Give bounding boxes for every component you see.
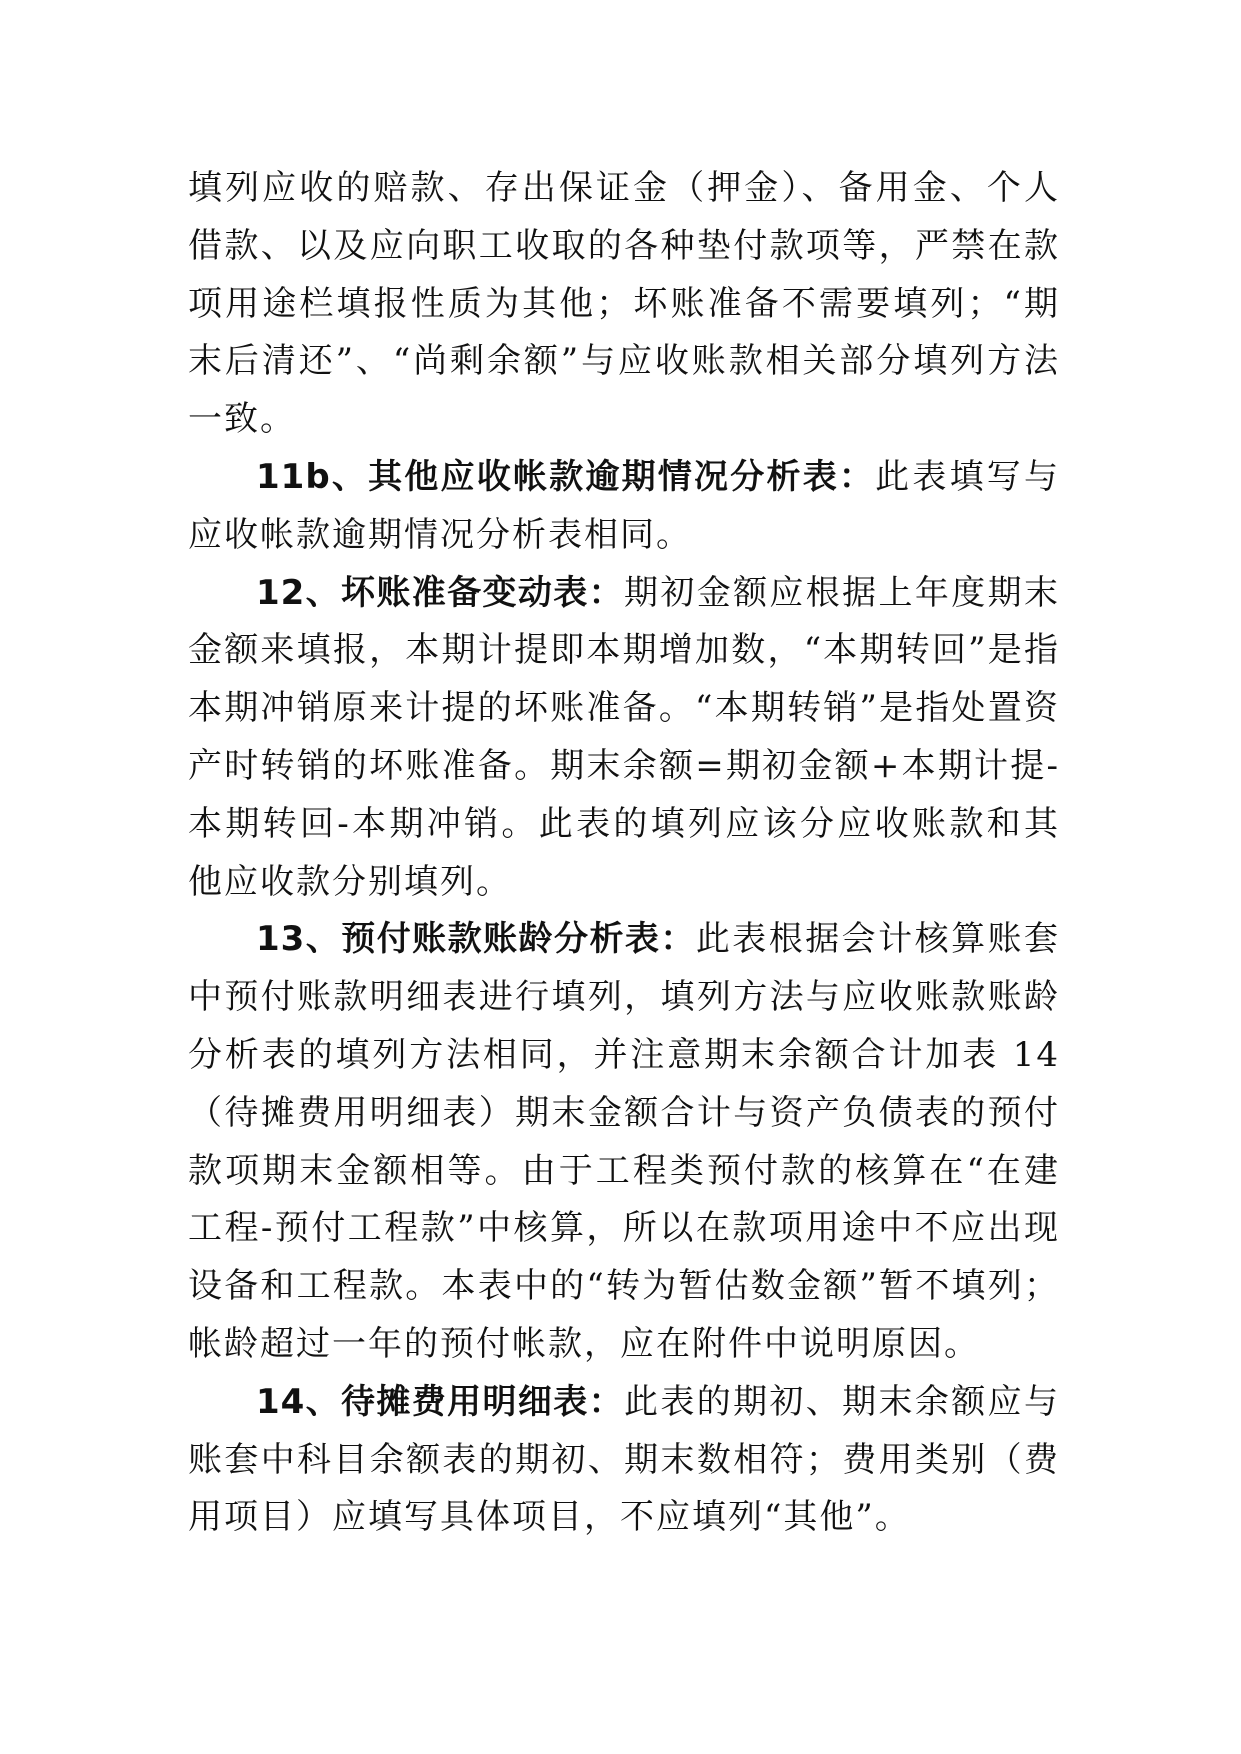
paragraph-11b: [188, 449, 1060, 565]
paragraph-heading: 13、预付账款账龄分析表：: [256, 919, 696, 960]
paragraph-12: [188, 565, 1060, 912]
paragraph-heading: 12、坏账准备变动表：: [256, 572, 624, 613]
paragraph-text: 填列应收的赔款、存出保证金（押金）、备用金、个人借款、以及应向职工收取的各种垫付款项等，严禁在款项用途栏填报性质为其他；坏账准备不需要填列；“期末后清还”、“尚剩余额”与应收账款相关部分填列方法一致。: [188, 168, 1060, 440]
paragraph-text: 此表根据会计核算账套中预付账款明细表进行填列，填列方法与应收账款账龄分析表的填列方法相同，并注意期末余额合计加表 14（待摊费用明细表）期末金额合计与资产负债表的预付款项期末金额相等。由于工程类预付款的核算在“在建工程-预付工程款”中核算，所以在款项用途中不应出现设备和工程款。本表中的“转为暂估数金额”暂不填列；帐龄超过一年的预付帐款，应在附件中说明原因。: [188, 919, 1060, 1364]
paragraph-text: 期初金额应根据上年度期末金额来填报，本期计提即本期增加数，“本期转回”是指本期冲销原来计提的坏账准备。“本期转销”是指处置资产时转销的坏账准备。期末余额=期初金额+本期计提-本期转回-本期冲销。此表的填列应该分应收账款和其他应收款分别填列。: [188, 572, 1060, 902]
paragraph-14: [188, 1374, 1060, 1547]
paragraph-text: 此表的期初、期末余额应与账套中科目余额表的期初、期末数相符；费用类别（费用项目）应填写具体项目，不应填列“其他”。: [188, 1381, 1060, 1538]
paragraph-heading: 14、待摊费用明细表：: [256, 1381, 624, 1422]
paragraph-continuation: [188, 160, 1060, 449]
paragraph-13: [188, 911, 1060, 1373]
paragraph-heading: 11b、其他应收帐款逾期情况分析表：: [256, 456, 876, 497]
document-page: [188, 160, 1060, 1547]
paragraph-text: 此表填写与应收帐款逾期情况分析表相同。: [188, 456, 1061, 555]
